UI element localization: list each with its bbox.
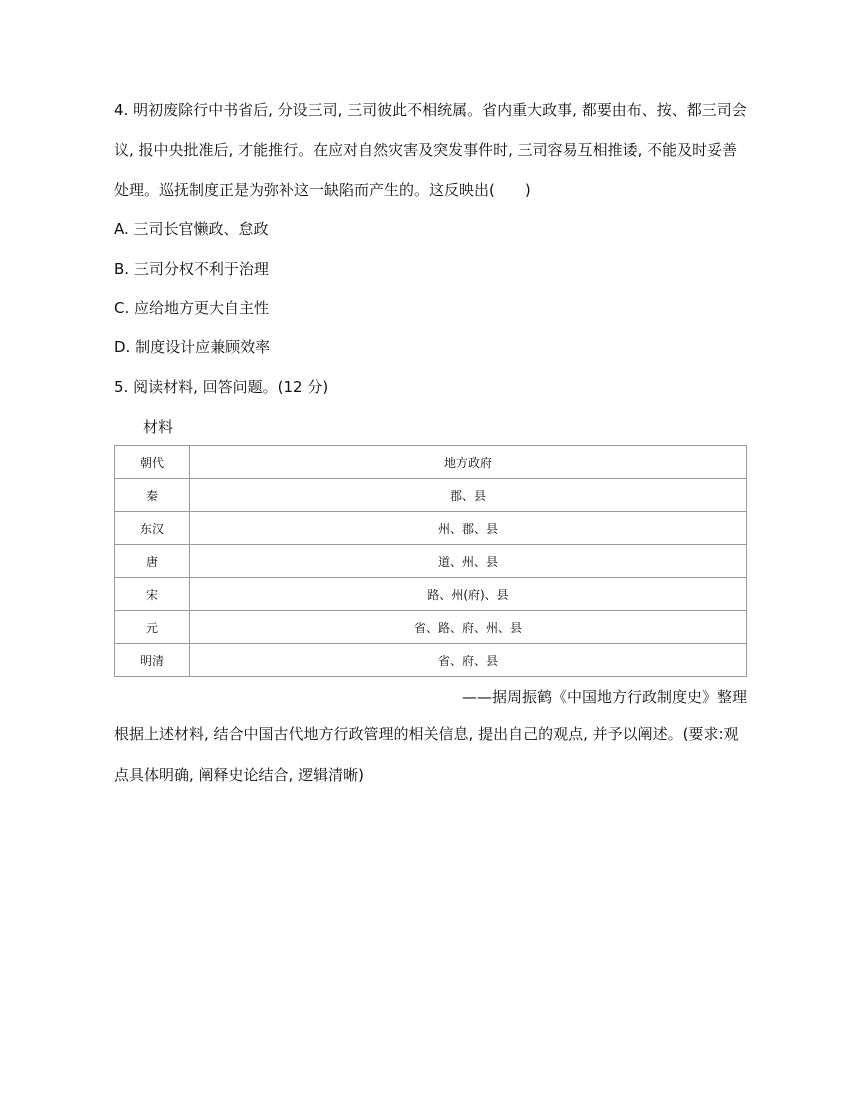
question-4-text-line-2: 议, 报中央批准后, 才能推行。在应对自然灾害及突发事件时, 三司容易互相推诿, 不能及时妥善: [114, 141, 738, 159]
header-dynasty: 朝代: [115, 446, 190, 479]
dynasty-cell: 宋: [115, 578, 190, 611]
dynasty-cell: 明清: [115, 644, 190, 677]
dynasty-cell: 唐: [115, 545, 190, 578]
table-row: [115, 512, 747, 545]
table-row: [115, 545, 747, 578]
option-b: B. 三司分权不利于治理: [114, 260, 269, 278]
table-row: [115, 611, 747, 644]
government-cell: 州、郡、县: [190, 512, 747, 545]
question-4-text-line-3: 处理。巡抚制度正是为弥补这一缺陷而产生的。这反映出( ): [114, 181, 531, 199]
dynasty-cell: 元: [115, 611, 190, 644]
government-cell: 省、路、府、州、县: [190, 611, 747, 644]
source-citation: ——据周振鹤《中国地方行政制度史》整理: [461, 688, 747, 706]
material-label: 材料: [143, 418, 174, 436]
dynasty-government-table: [114, 445, 747, 677]
dynasty-cell: 秦: [115, 479, 190, 512]
question-4-text-line-1: 4. 明初废除行中书省后, 分设三司, 三司彼此不相统属。省内重大政事, 都要由布、按、都三司会: [114, 101, 747, 119]
option-c: C. 应给地方更大自主性: [114, 299, 270, 317]
table-header-row: [115, 446, 747, 479]
question-5-title: 5. 阅读材料, 回答问题。(12 分): [114, 378, 329, 396]
table-row: [115, 479, 747, 512]
government-cell: 路、州(府)、县: [190, 578, 747, 611]
table-row: [115, 578, 747, 611]
table-row: [115, 644, 747, 677]
requirement-line-1: 根据上述材料, 结合中国古代地方行政管理的相关信息, 提出自己的观点, 并予以阐述。(要求:观: [114, 725, 739, 743]
header-local-government: 地方政府: [190, 446, 747, 479]
dynasty-cell: 东汉: [115, 512, 190, 545]
requirement-line-2: 点具体明确, 阐释史论结合, 逻辑清晰): [114, 766, 364, 784]
government-cell: 郡、县: [190, 479, 747, 512]
government-cell: 道、州、县: [190, 545, 747, 578]
option-d: D. 制度设计应兼顾效率: [114, 338, 271, 356]
option-a: A. 三司长官懒政、怠政: [114, 220, 269, 238]
government-cell: 省、府、县: [190, 644, 747, 677]
